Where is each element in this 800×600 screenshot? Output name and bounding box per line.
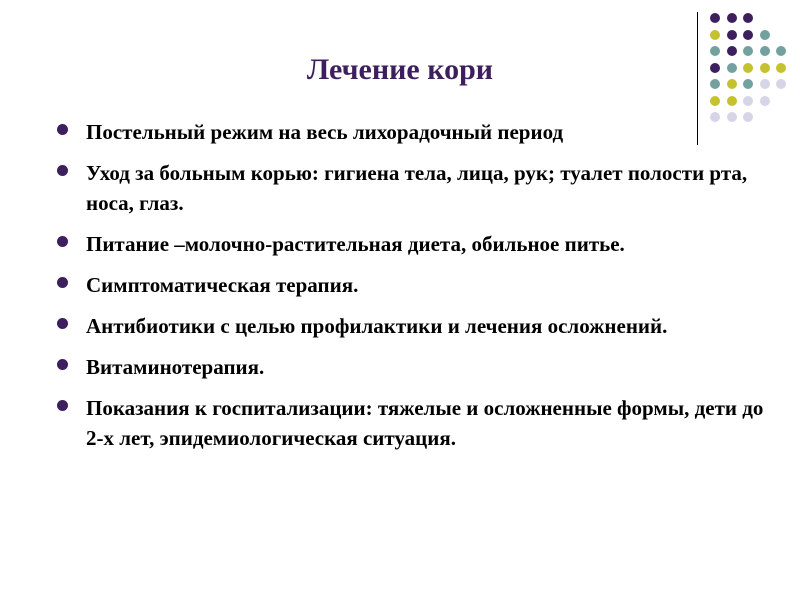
decorative-dot xyxy=(743,63,753,73)
bullet-text: Уход за больным корью: гигиена тела, лица, рук; туалет полости рта, носа, глаз. xyxy=(86,161,748,215)
bullet-item xyxy=(56,270,766,300)
bullet-item xyxy=(56,117,766,147)
bullet-text: Антибиотики с целью профилактики и лечения осложнений. xyxy=(86,314,668,338)
decorative-dot xyxy=(710,63,720,73)
decorative-dot xyxy=(727,79,737,89)
slide-title: Лечение кори xyxy=(306,53,494,86)
decorative-dot xyxy=(727,30,737,40)
bullet-dot-icon xyxy=(57,165,68,176)
bullet-text: Постельный режим на весь лихорадочный период xyxy=(86,120,564,144)
bullet-item xyxy=(56,352,766,382)
decorative-dot xyxy=(710,13,720,23)
bullet-text: Показания к госпитализации: тяжелые и осложненные формы, дети до 2-х лет, эпидемиологическая ситуация. xyxy=(86,396,764,450)
decorative-dot xyxy=(727,46,737,56)
bullet-text: Витаминотерапия. xyxy=(86,355,265,379)
decorative-dot xyxy=(710,30,720,40)
decorative-dot xyxy=(743,96,753,106)
decorative-dot xyxy=(743,46,753,56)
decorative-dot xyxy=(727,96,737,106)
decorative-dot xyxy=(743,13,753,23)
decorative-dot xyxy=(727,13,737,23)
bullet-dot-icon xyxy=(57,124,68,135)
bullet-text: Питание –молочно-растительная диета, обильное питье. xyxy=(86,232,625,256)
bullet-dot-icon xyxy=(57,400,68,411)
decorative-dot xyxy=(710,46,720,56)
bullet-dot-icon xyxy=(57,359,68,370)
decorative-dot xyxy=(776,46,786,56)
bullet-item xyxy=(56,158,766,218)
decorative-dot xyxy=(760,63,770,73)
bullet-text: Симптоматическая терапия. xyxy=(86,273,359,297)
decorative-dot xyxy=(760,30,770,40)
bullet-dot-icon xyxy=(57,236,68,247)
decorative-dot-grid xyxy=(700,8,790,128)
decorative-dot xyxy=(743,79,753,89)
bullet-list xyxy=(56,117,766,464)
decorative-dot xyxy=(710,79,720,89)
decorative-dot xyxy=(727,63,737,73)
decorative-dot xyxy=(760,46,770,56)
bullet-dot-icon xyxy=(57,277,68,288)
decorative-dot xyxy=(743,30,753,40)
decorative-dot xyxy=(710,96,720,106)
bullet-item xyxy=(56,311,766,341)
bullet-item xyxy=(56,229,766,259)
decorative-dot xyxy=(776,63,786,73)
bullet-item xyxy=(56,393,766,453)
decorative-dot xyxy=(776,79,786,89)
bullet-dot-icon xyxy=(57,318,68,329)
decorative-dot xyxy=(760,96,770,106)
decorative-dot xyxy=(760,79,770,89)
